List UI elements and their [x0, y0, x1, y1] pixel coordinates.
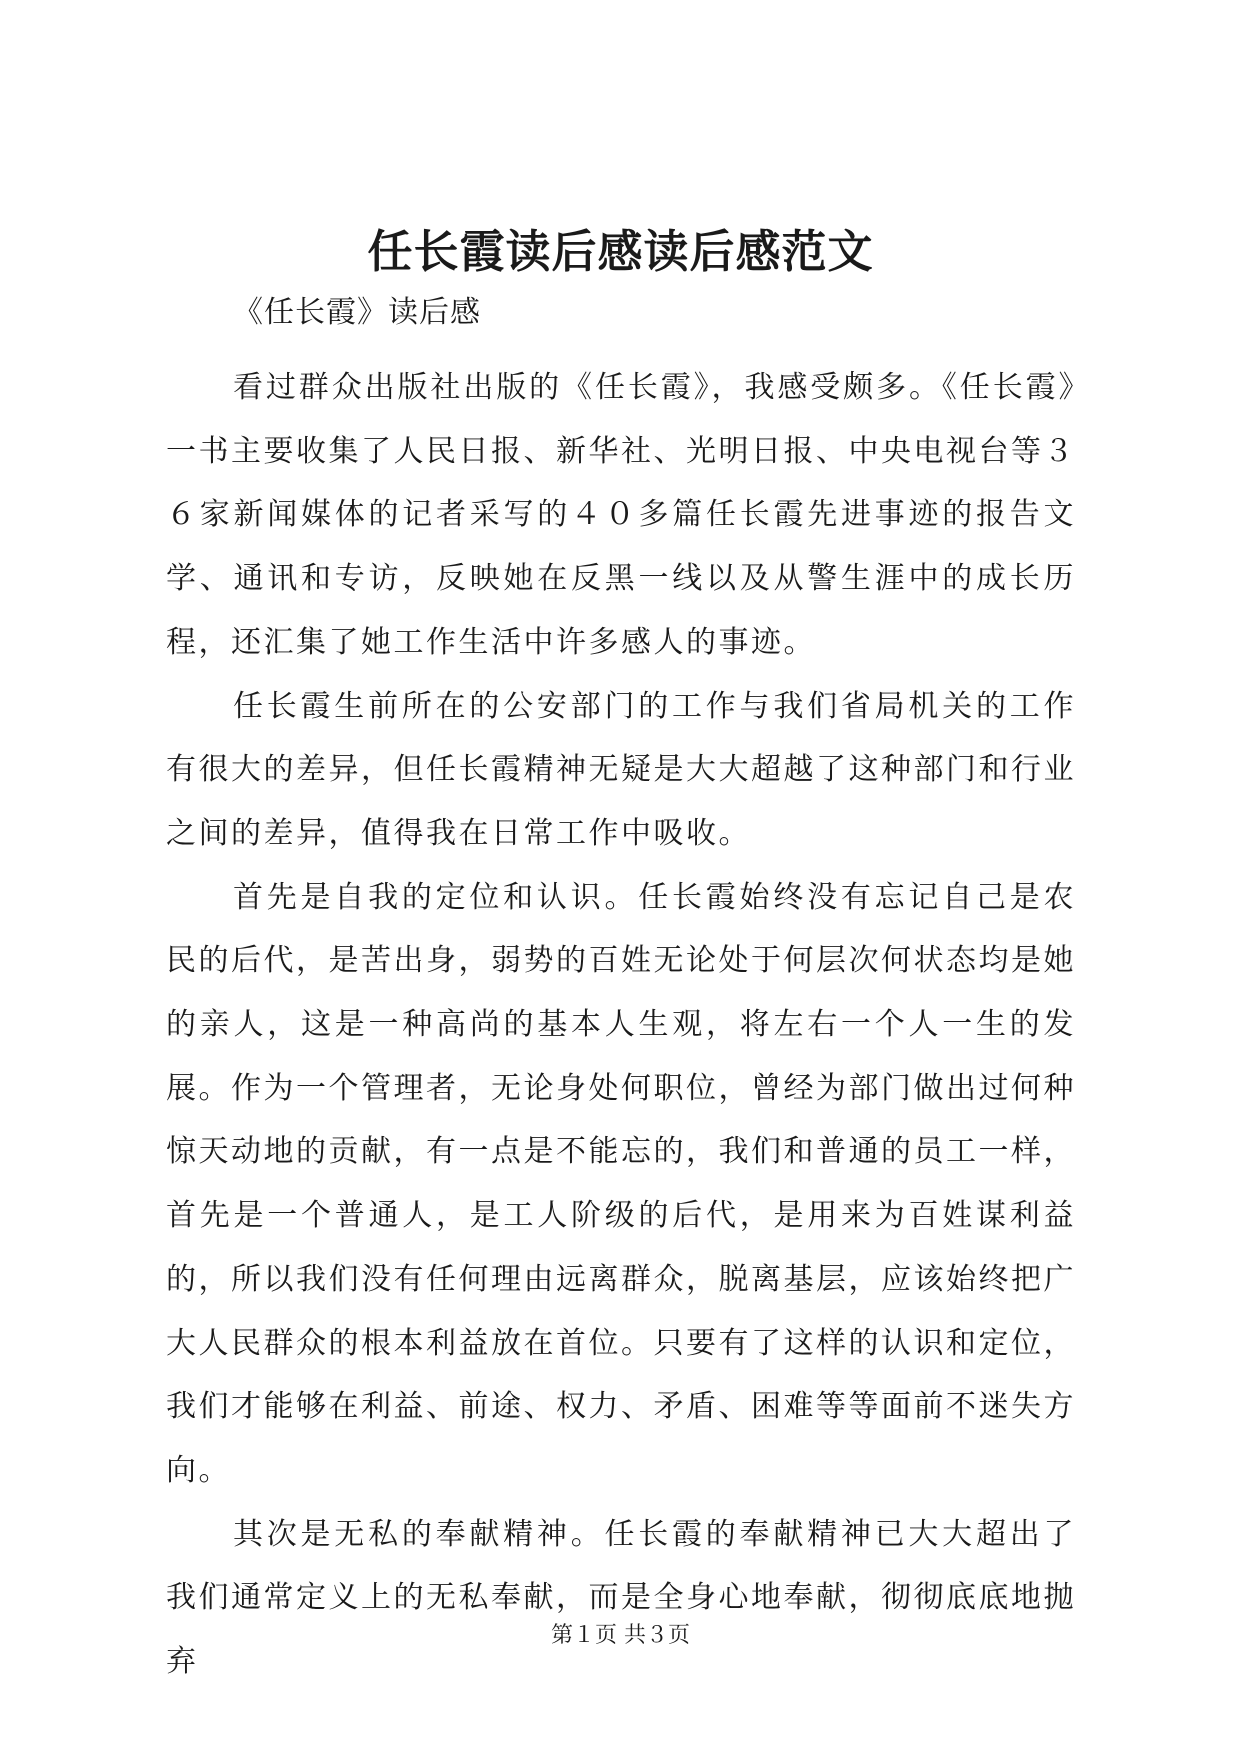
page-footer: 第１页 共３页: [551, 1623, 690, 1648]
document-subtitle: 《任长霞》读后感: [233, 295, 481, 330]
paragraph: 看过群众出版社出版的《任长霞》，我感受颇多。《任长霞》一书主要收集了人民日报、新华社、光明日报、中央电视台等３６家新闻媒体的记者采写的４０多篇任长霞先进事迹的报告文学、通讯和专访，反映她在反黑一线以及从警生涯中的成长历程，还汇集了她工作生活中许多感人的事迹。: [166, 370, 1076, 660]
paragraph: 任长霞生前所在的公安部门的工作与我们省局机关的工作有很大的差异，但任长霞精神无疑是大大超越了这种部门和行业之间的差异，值得我在日常工作中吸收。: [166, 688, 1076, 851]
paragraph: 首先是自我的定位和认识。任长霞始终没有忘记自己是农民的后代，是苦出身，弱势的百姓无论处于何层次何状态均是她的亲人，这是一种高尚的基本人生观，将左右一个人一生的发展。作为一个管理者，无论身处何职位，曾经为部门做出过何种惊天动地的贡献，有一点是不能忘的，我们和普通的员工一样，首先是一个普通人，是工人阶级的后代，是用来为百姓谋利益的，所以我们没有任何理由远离群众，脱离基层，应该始终把广大人民群众的根本利益放在首位。只要有了这样的认识和定位，我们才能够在利益、前途、权力、矛盾、困难等等面前不迷失方向。: [166, 879, 1076, 1488]
document-body: [166, 356, 1076, 1694]
document-title: 任长霞读后感读后感范文: [367, 225, 874, 278]
paragraph: 其次是无私的奉献精神。任长霞的奉献精神已大大超出了我们通常定义上的无私奉献，而是全身心地奉献，彻彻底底地抛弃: [166, 1516, 1076, 1680]
